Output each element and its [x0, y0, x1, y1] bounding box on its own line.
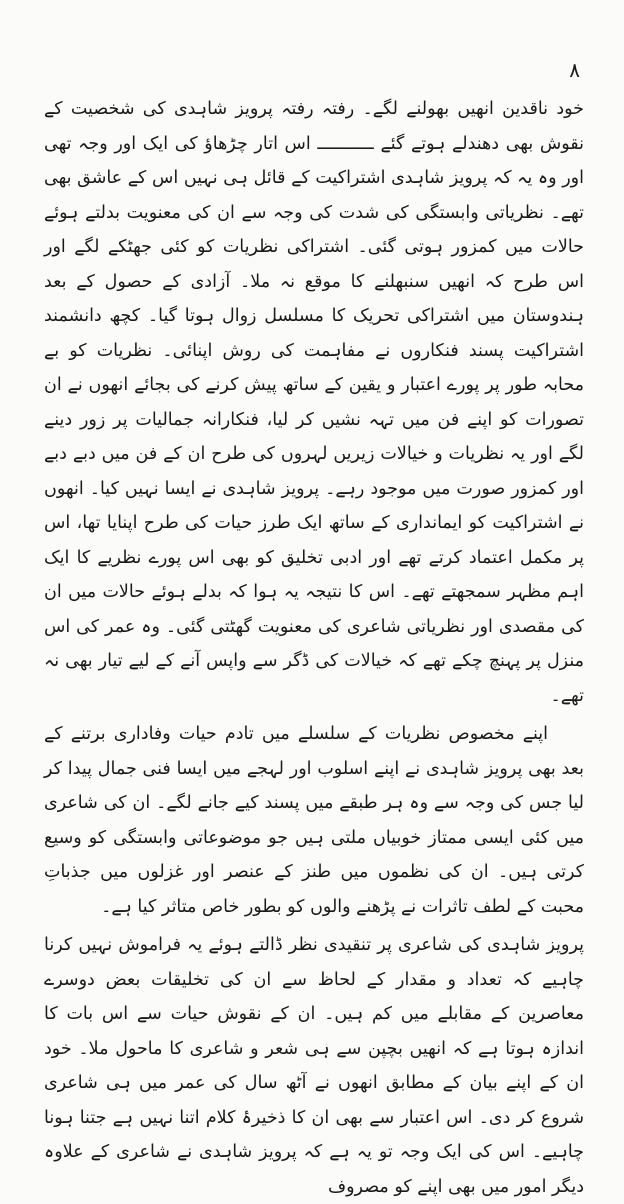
paragraph-1: خود ناقدین انھیں بھولنے لگے۔ رفتہ رفتہ پرویز شاہدی کی شخصیت کے نقوش بھی دھندلے ہوتے گئے ـــــــــــ اس اتار چڑھاؤ کی ایک اور وجہ تھی اور وہ یہ کہ پرویز شاہدی اشتراکیت کے قائل ہی نہیں اس کے عاشق بھی تھے۔ نظریاتی وابستگی کی شدت کی وجہ سے ان کی معنویت بدلتے ہوئے حالات میں کمزور ہوتی گئی۔ اشتراکی نظریات کو کئی جھٹکے لگے اور اس طرح کہ انھیں سنبھلنے کا موقع نہ ملا۔ آزادی کے حصول کے بعد ہندوستان میں اشتراکی تحریک کا مسلسل زوال ہوتا گیا۔ کچھ دانشمند اشتراکیت پسند فنکاروں نے مفاہمت کی روش اپنائی۔ نظریات کو بے محابہ طور پر پورے اعتبار و یقین کے ساتھ پیش کرنے کی بجائے انھوں نے ان تصورات کو اپنے فن میں تہہ نشیں کر لیا، فنکارانہ جمالیات پر زور دینے لگے اور یہ نظریات و خیالات زیریں لہروں کی طرح ان کے فن میں دبے دبے اور کمزور صورت میں موجود رہے۔ پرویز شاہدی نے ایسا نہیں کیا۔ انھوں نے اشتراکیت کو ایمانداری کے ساتھ ایک طرز حیات کی طرح اپنایا تھا، اس پر مکمل اعتماد کرتے تھے اور ادبی تخلیق کو بھی اس پورے نظریے کا ایک اہم مظہر سمجھتے تھے۔ اس کا نتیجہ یہ ہوا کہ بدلے ہوئے حالات میں ان کی مقصدی اور نظریاتی شاعری کی معنویت گھٹتی گئی۔ وہ عمر کی اس منزل پر پہنچ چکے تھے کہ خیالات کی ڈگر سے واپس آنے کے لیے تیار بھی نہ تھے۔ [44, 99, 584, 706]
paragraph-2: اپنے مخصوص نظریات کے سلسلے میں تادم حیات وفاداری برتنے کے بعد بھی پرویز شاہدی نے اپنے اسلوب اور لہجے میں ایسا فنی جمال پیدا کر لیا جس کی وجہ سے وہ ہر طبقے میں پسند کیے جانے لگے۔ ان کی شاعری میں کئی ایسی ممتاز خوبیاں ملتی ہیں جو موضوعاتی وابستگی کو وسیع کرتی ہیں۔ ان کی نظموں میں طنز کے عنصر اور غزلوں میں جذباتِ محبت کے لطف تاثرات نے پڑھنے والوں کو بطور خاص متاثر کیا ہے۔ [44, 724, 584, 917]
paragraph-3: پرویز شاہدی کی شاعری پر تنقیدی نظر ڈالتے ہوئے یہ فراموش نہیں کرنا چاہیے کہ تعداد و مقدار کے لحاظ سے ان کی تخلیقات بعض دوسرے معاصرین کے مقابلے میں کم ہیں۔ ان کے نقوش حیات سے اس بات کا اندازہ ہوتا ہے کہ انھیں بچپن سے ہی شعر و شاعری کا ماحول ملا۔ خود ان کے اپنے بیان کے مطابق انھوں نے آٹھ سال کی عمر میں ہی شاعری شروع کر دی۔ اس اعتبار سے بھی ان کا ذخیرۂ کلام اتنا نہیں ہے جتنا ہونا چاہیے۔ اس کی ایک وجہ تو یہ ہے کہ پرویز شاہدی نے شاعری کے علاوہ دیگر امور میں بھی اپنے کو مصروف [44, 935, 584, 1197]
body-text [44, 92, 584, 1204]
page-number: ۸ [569, 58, 580, 82]
